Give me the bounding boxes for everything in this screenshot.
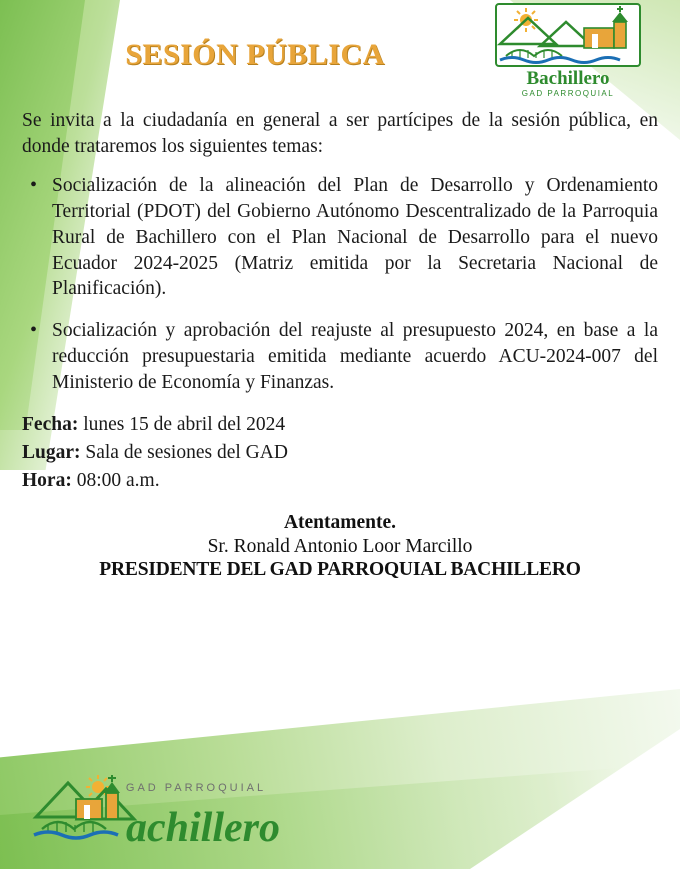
bachillero-footer-logo-icon <box>18 769 348 859</box>
svg-text:GAD PARROQUIAL: GAD PARROQUIAL <box>521 89 615 98</box>
bachillero-logo-icon <box>488 2 648 102</box>
closing-signer: Sr. Ronald Antonio Loor Marcillo <box>207 536 473 558</box>
closing-regards: Atentamente. <box>283 512 397 534</box>
page-title: SESIÓN PÚBLICA <box>125 38 385 71</box>
detail-value-fecha: lunes 15 de abril del 2024 <box>83 414 286 436</box>
list-item: • Socialización de la alineación del Plan de Desarrollo y Ordenamiento Territorial (PDOT) del Gobierno Autónomo Descentralizado de la Parroquia Rural de Bachillero con el Plan Nacional de Desarrollo para el nuevo Ecuador 2024-2025 (Matriz emitida por la Secretaria Nacional de Planificación). <box>22 173 658 302</box>
detail-row-lugar <box>22 439 658 467</box>
document-header <box>22 0 658 108</box>
detail-label-hora: Hora: <box>22 469 72 491</box>
intro-paragraph: Se invita a la ciudadanía en general a ser partícipes de la sesión pública, en donde trataremos los siguientes temas: <box>22 110 658 157</box>
detail-value-lugar: Sala de sesiones del GAD <box>85 442 288 464</box>
list-item: • Socialización y aprobación del reajuste al presupuesto 2024, en base a la reducción presupuestaria emitida mediante acuerdo ACU-2024-007 del Ministerio de Economía y Finanzas. <box>22 318 658 395</box>
closing-block <box>22 512 658 581</box>
detail-label-lugar: Lugar: <box>22 442 81 464</box>
topics-list <box>22 173 658 395</box>
svg-text:achillero: achillero <box>126 805 280 851</box>
closing-position: PRESIDENTE DEL GAD PARROQUIAL BACHILLERO <box>99 559 581 581</box>
detail-value-hora: 08:00 a.m. <box>76 469 160 491</box>
detail-row-fecha <box>22 411 658 439</box>
event-details <box>22 411 658 494</box>
detail-row-hora <box>22 467 658 495</box>
svg-text:Bachillero: Bachillero <box>526 68 610 89</box>
svg-text:GAD PARROQUIAL: GAD PARROQUIAL <box>125 782 267 794</box>
detail-label-fecha: Fecha: <box>22 414 79 436</box>
